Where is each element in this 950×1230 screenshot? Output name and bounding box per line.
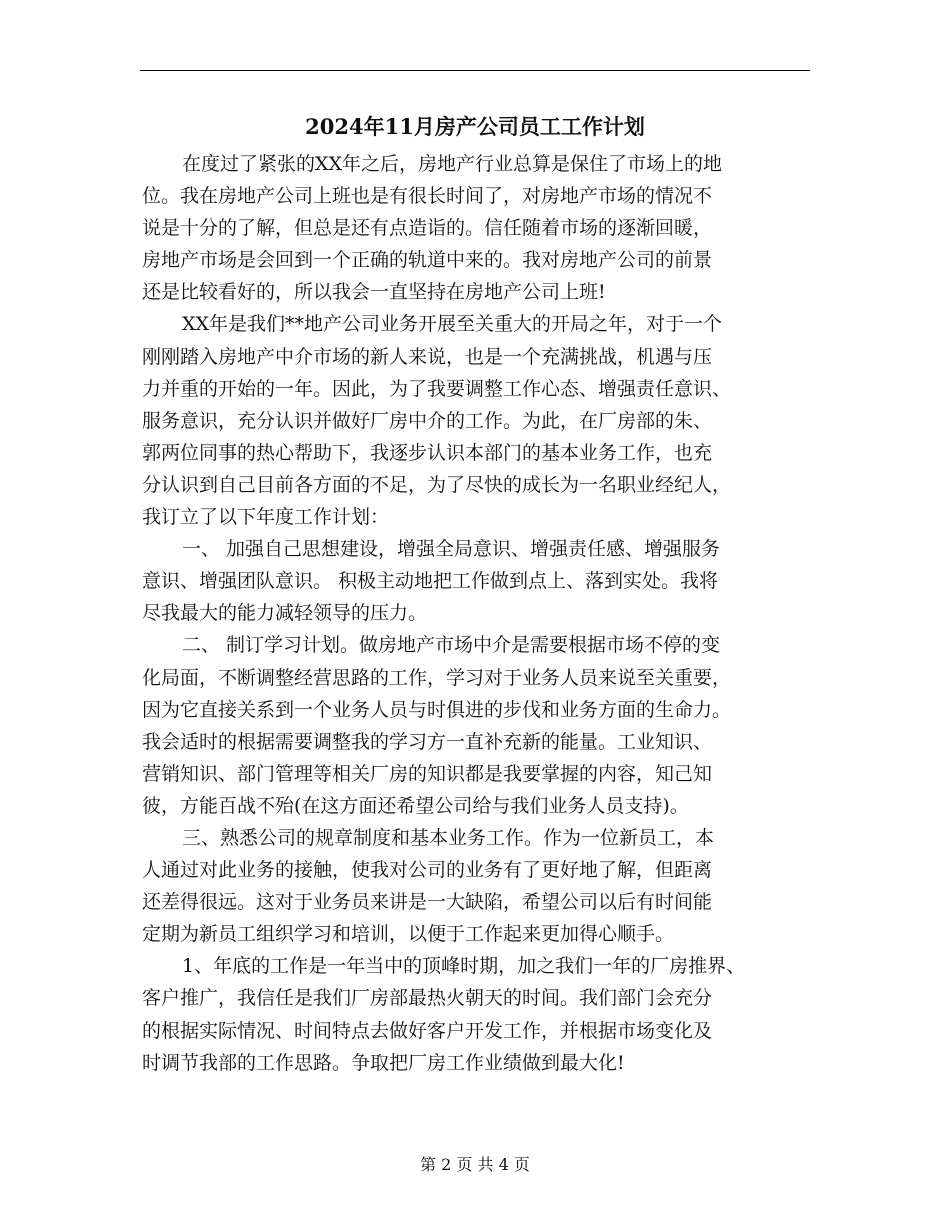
document-title: 2024年11月房产公司员工工作计划 [305,114,645,139]
header-rule [140,70,810,71]
text-line: 刚刚踏入房地产中介市场的新人来说，也是一个充满挑战，机遇与压 [142,345,713,368]
text-line: 我会适时的根据需要调整我的学习方一直补充新的能量。工业知识、 [142,730,713,753]
text-line: 力并重的开始的一年。因此，为了我要调整工作心态、增强责任意识、 [142,377,732,400]
text-line: 营销知识、部门管理等相关厂房的知识都是我要掌握的内容，知己知 [142,762,713,785]
text-line: 还是比较看好的，所以我会一直坚持在房地产公司上班! [142,281,606,304]
text-line: 二、 制订学习计划。做房地产市场中介是需要根据市场不停的变 [182,634,721,657]
text-line: 因为它直接关系到一个业务人员与时俱进的步伐和业务方面的生命力。 [142,698,732,721]
paragraph-intro [142,148,817,308]
text-line: 郭两位同事的热心帮助下，我逐步认识本部门的基本业务工作，也充 [142,441,713,464]
page-number-footer: 第 2 页 共 4 页 [420,1155,530,1174]
text-line: 的根据实际情况、时间特点去做好客户开发工作，并根据市场变化及 [142,1019,713,1042]
text-line: 1、年底的工作是一年当中的顶峰时期，加之我们一年的厂房推界、 [182,955,746,978]
text-line: 位。我在房地产公司上班也是有很长时间了，对房地产市场的情况不 [142,185,713,208]
text-line: 我订立了以下年度工作计划： [142,506,390,529]
text-line: 房地产市场是会回到一个正确的轨道中来的。我对房地产公司的前景 [142,249,713,272]
text-line: 分认识到自己目前各方面的不足，为了尽快的成长为一名职业经纪人， [142,473,732,496]
text-line: 还差得很远。这对于业务员来讲是一大缺陷，希望公司以后有时间能 [142,891,713,914]
text-line: 客户推广，我信任是我们厂房部最热火朝天的时间。我们部门会充分 [142,987,713,1010]
paragraph-annual-plan [142,308,817,533]
text-line: 说是十分的了解，但总是还有点造诣的。信任随着市场的逐渐回暖， [142,217,713,240]
text-line: 意识、增强团队意识。 积极主动地把工作做到点上、落到实处。我将 [142,570,719,593]
text-line: 一、 加强自己思想建设，增强全局意识、增强责任感、增强服务 [182,538,721,561]
paragraph-item-2 [142,629,817,822]
text-line: 三、熟悉公司的规章制度和基本业务工作。作为一位新员工，本 [182,826,715,849]
text-line: 化局面，不断调整经营思路的工作，学习对于业务人员来说至关重要， [142,666,732,689]
paragraph-subitem-1 [142,950,817,1078]
text-line: 在度过了紧张的XX年之后，房地产行业总算是保住了市场上的地 [182,153,723,175]
document-body [142,148,817,1079]
text-line: 人通过对此业务的接触，使我对公司的业务有了更好地了解，但距离 [142,859,713,882]
paragraph-item-1 [142,533,817,629]
text-line: 服务意识，充分认识并做好厂房中介的工作。为此，在厂房部的朱、 [142,409,713,432]
text-line: XX年是我们**地产公司业务开展至关重大的开局之年，对于一个 [182,313,723,336]
text-line: 彼，方能百战不殆(在这方面还希望公司给与我们业务人员支持)。 [142,794,689,817]
text-line: 尽我最大的能力减轻领导的压力。 [142,602,428,625]
text-line: 时调节我部的工作思路。争取把厂房工作业绩做到最大化! [142,1051,625,1074]
text-line: 定期为新员工组织学习和培训，以便于工作起来更加得心顺手。 [142,923,675,946]
paragraph-item-3 [142,822,817,950]
